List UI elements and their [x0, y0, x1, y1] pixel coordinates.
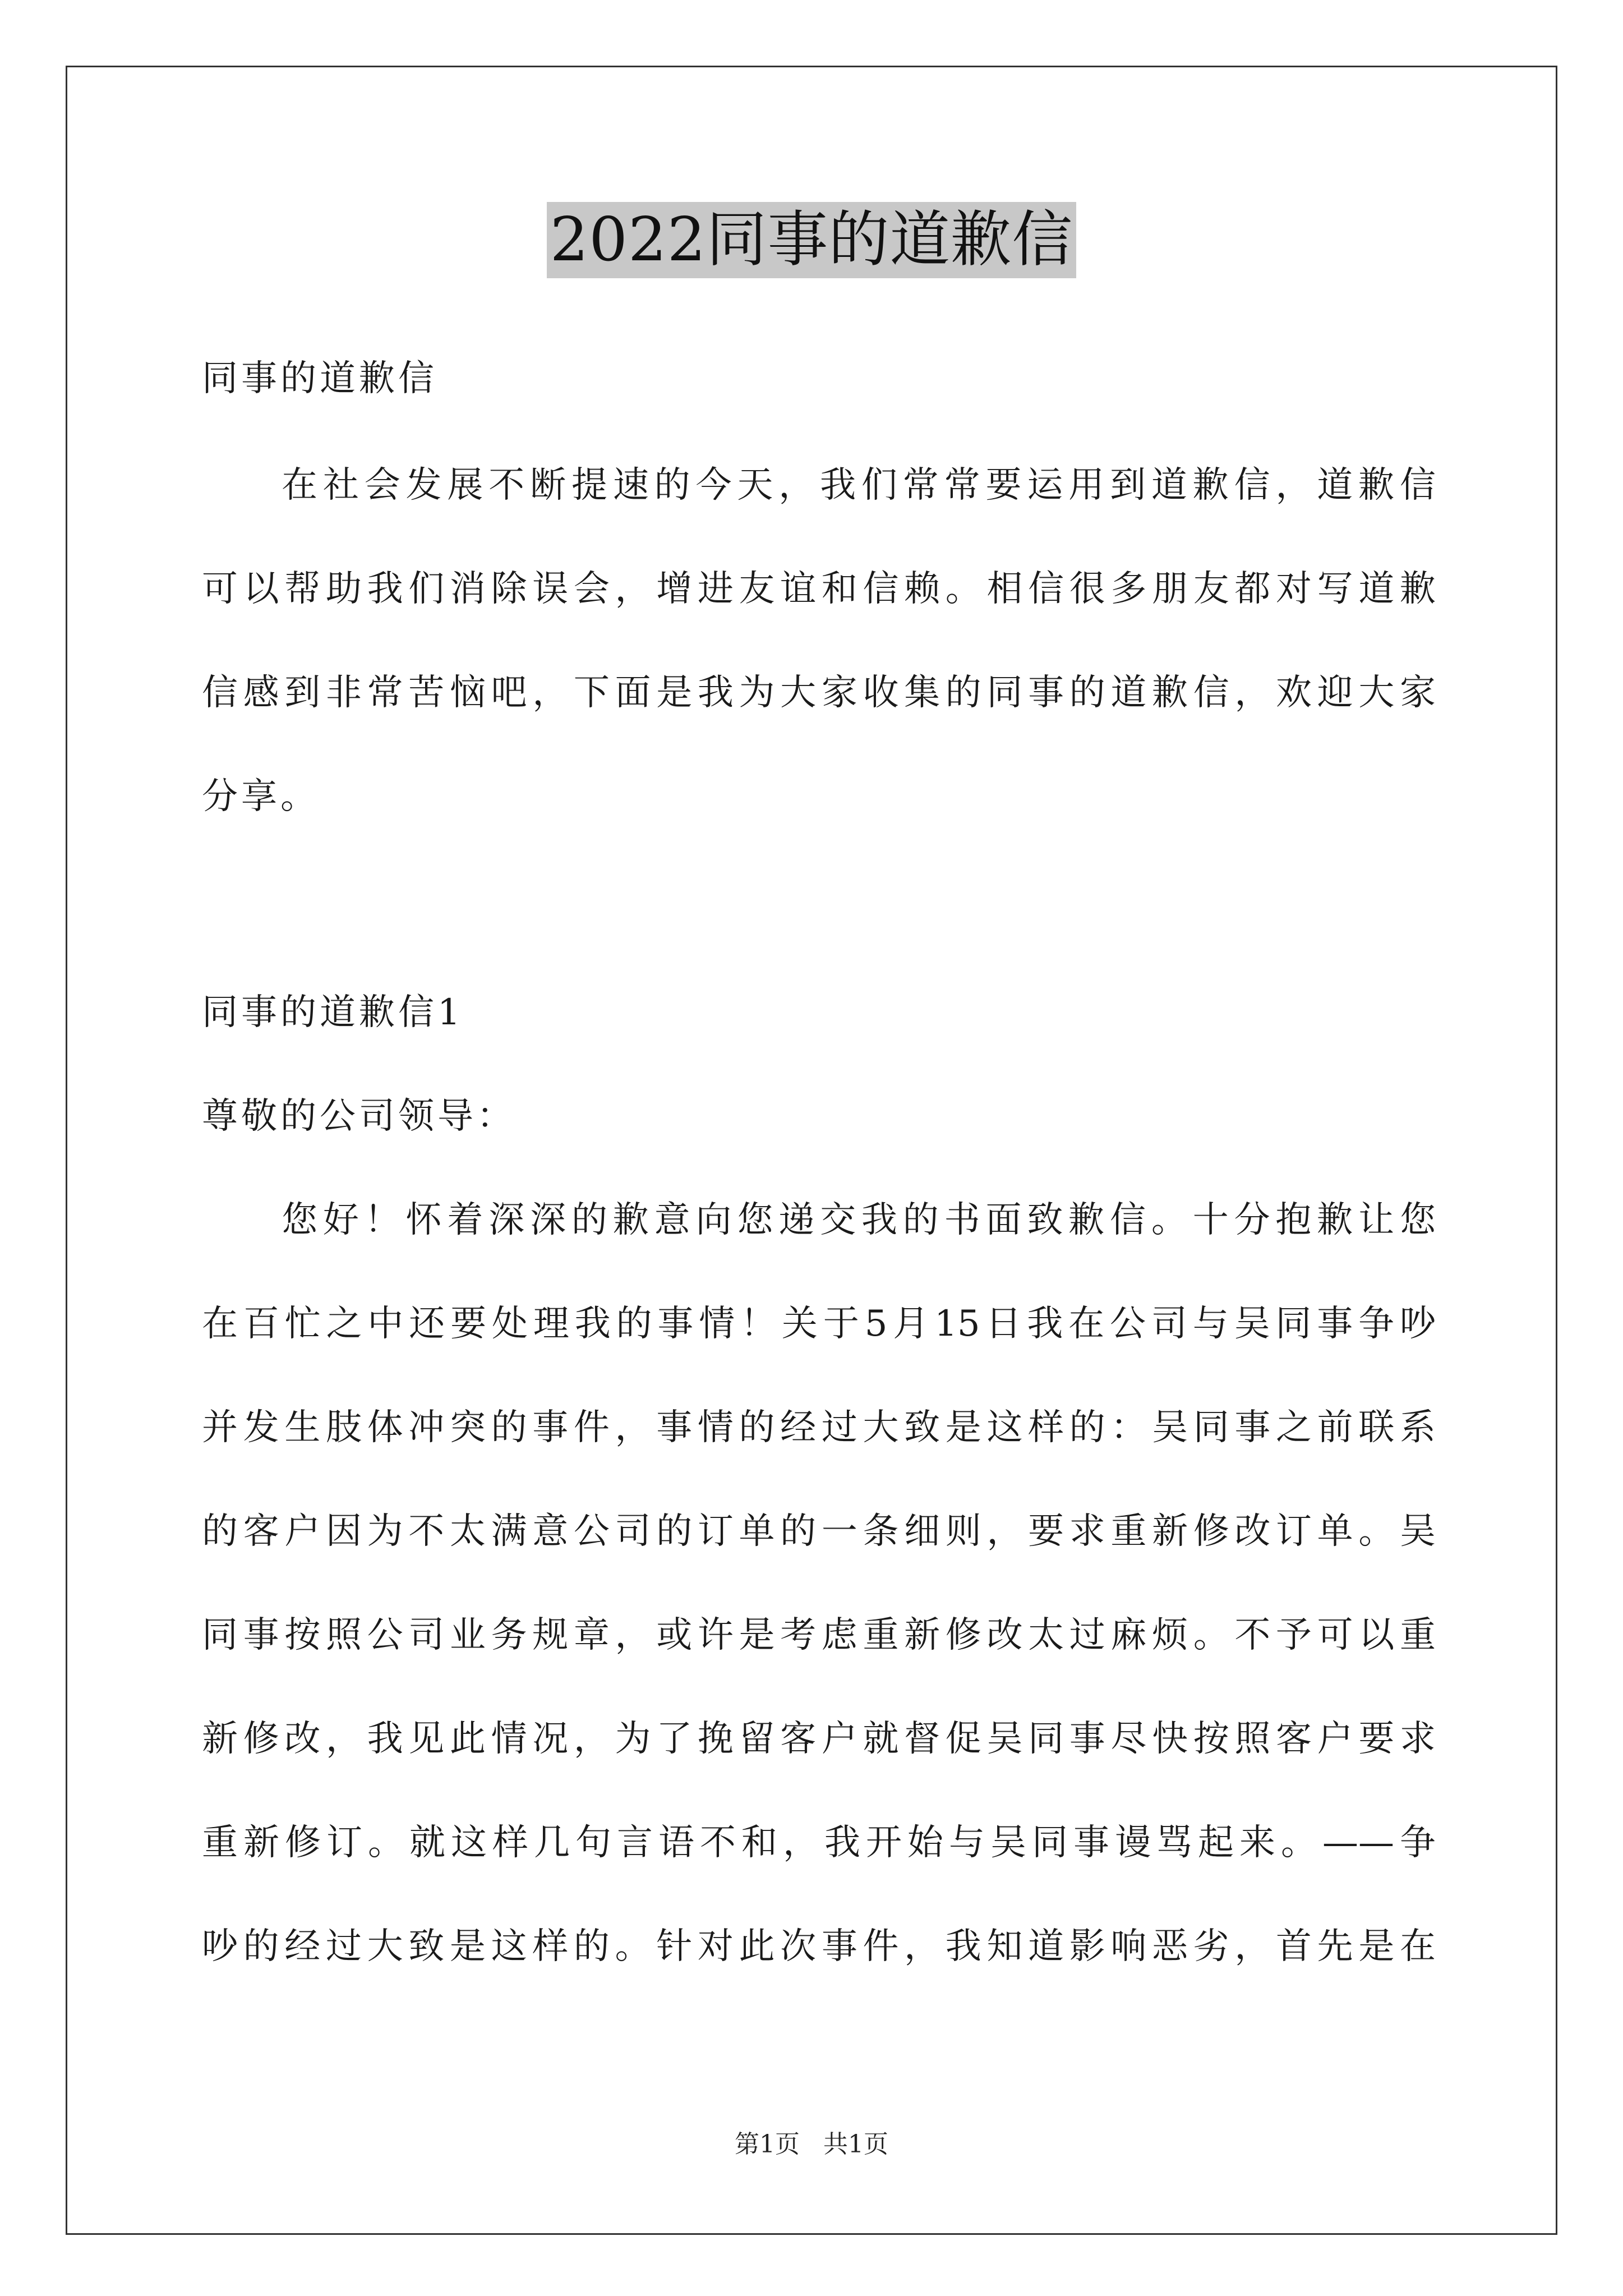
paragraph-line: 分享。: [202, 776, 320, 817]
document-title: 2022同事的道歉信: [547, 202, 1077, 278]
paragraph-line: 新修改，我见此情况，为了挽留客户就督促吴同事尽快按照客户要求: [202, 1718, 1436, 1760]
paragraph-line: 吵的经过大致是这样的。针对此次事件，我知道影响恶劣，首先是在: [202, 1926, 1436, 1967]
paragraph-line: 信感到非常苦恼吧，下面是我为大家收集的同事的道歉信，欢迎大家: [202, 672, 1436, 714]
section-heading: 同事的道歉信: [202, 358, 437, 399]
page-number: 第1页: [735, 2130, 800, 2159]
salutation: 尊敬的公司领导：: [202, 1096, 516, 1137]
section-heading: 同事的道歉信1: [202, 992, 464, 1033]
page-total: 共1页: [823, 2130, 888, 2159]
paragraph-line: 的客户因为不太满意公司的订单的一条细则，要求重新修改订单。吴: [202, 1511, 1436, 1552]
paragraph-line: 在百忙之中还要处理我的事情！关于5月15日我在公司与吴同事争吵: [202, 1303, 1436, 1345]
title-container: [0, 202, 1623, 278]
paragraph-line: 重新修订。就这样几句言语不和，我开始与吴同事谩骂起来。——争: [202, 1822, 1436, 1864]
paragraph-line: 并发生肢体冲突的事件，事情的经过大致是这样的：吴同事之前联系: [202, 1407, 1436, 1448]
paragraph-line: 可以帮助我们消除误会，增进友谊和信赖。相信很多朋友都对写道歉: [202, 568, 1436, 610]
paragraph-line: 您好！怀着深深的歉意向您递交我的书面致歉信。十分抱歉让您: [282, 1199, 1436, 1241]
page-footer: [0, 2128, 1623, 2161]
paragraph-line: 同事按照公司业务规章，或许是考虑重新修改太过麻烦。不予可以重: [202, 1614, 1436, 1656]
paragraph-line: 在社会发展不断提速的今天，我们常常要运用到道歉信，道歉信: [282, 464, 1436, 506]
